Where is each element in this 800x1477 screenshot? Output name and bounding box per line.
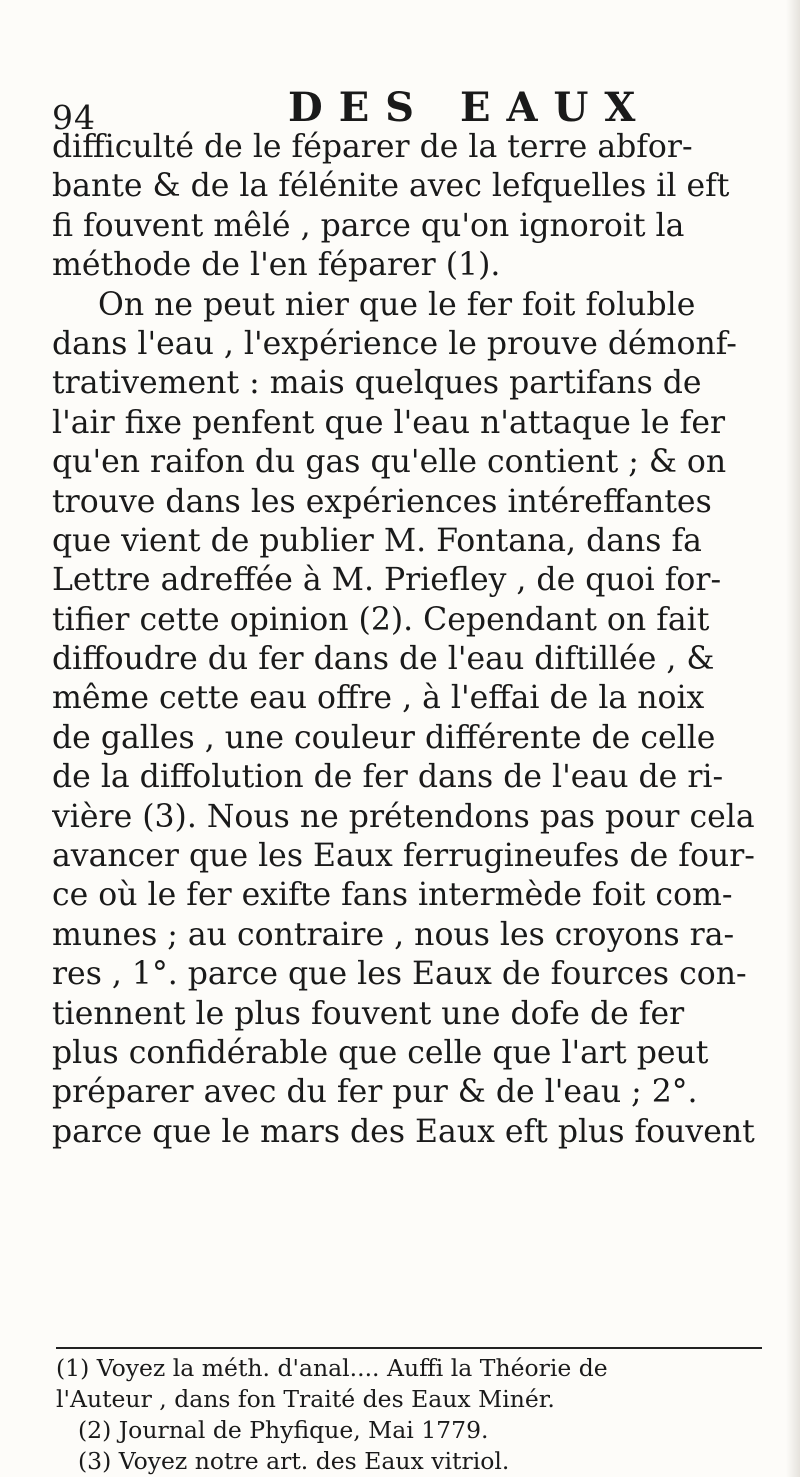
text-line: préparer avec du fer pur & de l'eau ; 2°. (52, 1074, 698, 1111)
footnote-line: (3) Voyez notre art. des Eaux vitriol. (78, 1447, 510, 1475)
footnotes (56, 1353, 762, 1477)
text-line: vière (3). Nous ne prétendons pas pour cela (52, 798, 755, 835)
text-line: même cette eau offre , à l'effai de la noix (52, 680, 705, 717)
text-line: parce que le mars des Eaux eft plus fouvent (52, 1113, 755, 1150)
text-line: trativement : mais quelques partifans de (52, 365, 702, 402)
text-line: l'air fixe penfent que l'eau n'attaque le fer (52, 404, 726, 441)
text-line: trouve dans les expériences intéreffantes (52, 483, 712, 520)
text-line: que vient de publier M. Fontana, dans fa (52, 522, 702, 559)
text-line: bante & de la félénite avec lefquelles il eft (52, 168, 730, 205)
text-line: fi fouvent mêlé , parce qu'on ignoroit la (52, 207, 685, 244)
running-head: DES EAUX (288, 84, 652, 131)
text-line: dans l'eau , l'expérience le prouve démonf- (52, 325, 737, 362)
text-line: tifier cette opinion (2). Cependant on fait (52, 601, 710, 638)
page-edge-shadow (786, 0, 800, 1477)
body-text (52, 128, 762, 1152)
text-line: tiennent le plus fouvent une dofe de fer (52, 995, 685, 1032)
text-line: méthode de l'en féparer (1). (52, 247, 501, 284)
footnote-line: (1) Voyez la méth. d'anal.... Auffi la Théorie de (56, 1354, 608, 1382)
text-line: res , 1°. parce que les Eaux de fources con- (52, 956, 747, 993)
text-line: munes ; au contraire , nous les croyons ra- (52, 916, 735, 953)
text-line: avancer que les Eaux ferrugineufes de four- (52, 838, 755, 875)
footnote-rule (56, 1347, 762, 1349)
text-line: difficulté de le féparer de la terre abfor- (52, 129, 693, 165)
page-number: 94 (52, 98, 96, 137)
text-line: On ne peut nier que le fer foit foluble (98, 286, 696, 323)
page-header (52, 70, 752, 137)
footnote-line: (2) Journal de Phyfique, Mai 1779. (78, 1416, 489, 1444)
footnote-line: l'Auteur , dans fon Traité des Eaux Minér. (56, 1385, 555, 1413)
text-line: qu'en raifon du gas qu'elle contient ; & on (52, 444, 727, 481)
text-line: diffoudre du fer dans de l'eau diftillée , & (52, 641, 715, 678)
text-line: de galles , une couleur différente de celle (52, 719, 716, 756)
text-line: ce où le fer exifte fans intermède foit com- (52, 877, 733, 914)
text-line: Lettre adreffée à M. Priefley , de quoi for- (52, 562, 722, 599)
text-line: plus confidérable que celle que l'art peut (52, 1034, 709, 1071)
text-line: de la diffolution de fer dans de l'eau de ri- (52, 759, 724, 796)
